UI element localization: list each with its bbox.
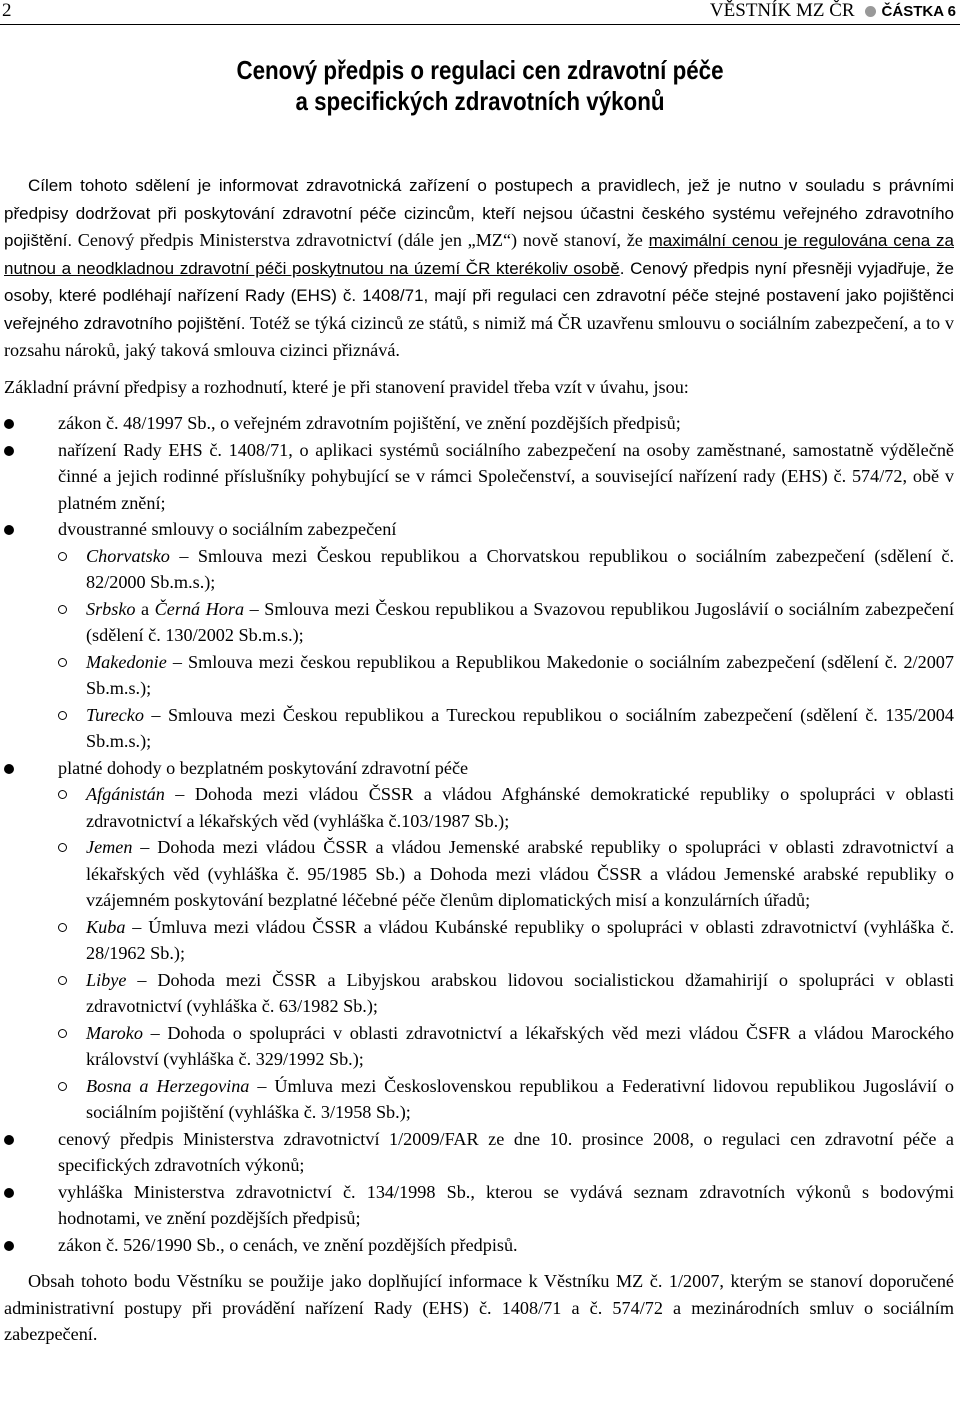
- document-body: [4, 172, 954, 1348]
- list-item: [4, 755, 954, 1126]
- list-item: [58, 702, 954, 755]
- country-name: Makedonie: [86, 651, 167, 672]
- bilateral-heading: dvoustranné smlouvy o sociálním zabezpečení: [58, 519, 397, 539]
- country-name: Chorvatsko: [86, 545, 170, 566]
- list-item: [58, 914, 954, 967]
- intro-part-3: . Cenový předpis nyní přesněji vyjadřuje, že osoby, které podléhají nařízení Rady (EHS) č. 1408/71, mají při regulaci cen zdravotní péče stejné postavení jako pojištěnci veřejného zdravotního pojištění.: [4, 258, 954, 333]
- country-name: Černá Hora: [154, 598, 245, 619]
- list-item: vyhláška Ministerstva zdravotnictví č. 134/1998 Sb., kterou se vydává seznam zdravotních výkonů s bodovými hodnotami, ve znění pozdějších předpisů;: [4, 1179, 954, 1232]
- closing-paragraph: Obsah tohoto bodu Věstníku se použije jako doplňující informace k Věstníku MZ č. 1/2007, kterým se stanoví doporučené administrativní postupy při provádění nařízení Rady (EHS) č. 1408/71 a č. 574/72 a mezinárodních smluv o sociálním zabezpečení.: [4, 1271, 954, 1344]
- treaty-text: – Úmluva mezi Československou republikou a Federativní lidovou republikou Jugoslávií o sociálním pojištění (vyhláška č. 3/1958 Sb.);: [86, 1075, 955, 1122]
- intro-sans-part: Cílem tohoto sdělení je informovat zdravotnická zařízení o postupech a pravidlech, jež je nutno v souladu s právními předpisy dodržovat při poskytování zdravotní péče cizincům, kteří nejsou účastni českého systému veřejného zdravotního pojištění.: [4, 176, 954, 250]
- treaty-text: – Dohoda mezi ČSSR a Libyjskou arabskou lidovou socialistickou džamahirijí o spolupráci v oblasti zdravotnictví (vyhláška č. 63/1982 Sb.);: [86, 969, 954, 1016]
- country-name: Kuba: [86, 916, 126, 937]
- list-item: zákon č. 48/1997 Sb., o veřejném zdravotním pojištění, ve znění pozdějších předpisů;: [4, 410, 954, 437]
- title-line-2: a specifických zdravotních výkonů: [295, 86, 665, 116]
- conjunction: a: [135, 598, 155, 619]
- list-item: [58, 1073, 954, 1126]
- country-name: Turecko: [86, 704, 144, 725]
- list-item: [58, 1020, 954, 1073]
- legal-basis-list: [4, 410, 954, 1258]
- list-item: [58, 967, 954, 1020]
- country-name: Libye: [86, 969, 127, 990]
- agreements-list: [58, 781, 954, 1126]
- intro-part-4: Totéž se týká cizinců ze států, s nimiž má ČR uzavřenu smlouvu o sociálním zabezpečení, a to v rozsahu nároků, jaký taková smlouva cizinci přiznává.: [4, 312, 954, 360]
- title-line-1: Cenový předpis o regulaci cen zdravotní péče: [236, 55, 724, 85]
- treaty-text: – Dohoda mezi vládou ČSSR a vládou Afghánské demokratické republiky o spolupráci v oblasti zdravotnictví a lékařských věd (vyhláška č.103/1987 Sb.);: [86, 784, 954, 831]
- country-name: Afgánistán: [86, 784, 165, 804]
- issue-part: ČÁSTKA 6: [881, 3, 956, 20]
- intro-part-2: Cenový předpis Ministerstva zdravotnictví (dále jen „MZ“) nově stanoví, že: [72, 230, 649, 250]
- country-name: Bosna a Herzegovina: [86, 1075, 250, 1096]
- page-header: [0, 0, 960, 25]
- bilateral-list: [58, 543, 954, 755]
- treaty-text: – Smlouva mezi Českou republikou a Svazovou republikou Jugoslávií o sociálním zabezpečení (sdělení č. 130/2002 Sb.m.s.);: [86, 598, 954, 645]
- intro-underlined: maximální cenou je regulována cena za nutnou a neodkladnou zdravotní péči poskytnutou na území ČR kterékoliv osobě: [4, 231, 954, 278]
- country-name: Jemen: [86, 837, 133, 857]
- document-title: [67, 55, 893, 117]
- list-item: [58, 596, 954, 649]
- list-item: cenový předpis Ministerstva zdravotnictví 1/2009/FAR ze dne 10. prosince 2008, o regulaci cen zdravotní péče a specifických zdravotních výkonů;: [4, 1126, 954, 1179]
- treaty-text: – Úmluva mezi vládou ČSSR a vládou Kubánské republiky o spolupráci v oblasti zdravotnictví (vyhláška č. 28/1962 Sb.);: [86, 916, 954, 963]
- country-name: Maroko: [86, 1022, 143, 1043]
- journal-info: [710, 0, 956, 22]
- list-item: [58, 834, 954, 914]
- treaty-text: – Smlouva mezi Českou republikou a Tureckou republikou o sociálním zabezpečení (sdělení č. 135/2004 Sb.m.s.);: [86, 704, 954, 751]
- country-name: Srbsko: [86, 598, 136, 619]
- list-item: nařízení Rady EHS č. 1408/71, o aplikaci systémů sociálního zabezpečení na osoby zaměstnané, samostatně výdělečně činné a jejich rodinné příslušníky pohybující se v rámci Společenství, a související nařízení rady (EHS) č. 574/72, obě v platném znění;: [4, 437, 954, 517]
- list-item: [58, 649, 954, 702]
- list-item: [58, 543, 954, 596]
- treaty-text: – Smlouva mezi českou republikou a Republikou Makedonie o sociálním zabezpečení (sdělení č. 2/2007 Sb.m.s.);: [86, 651, 954, 698]
- journal-name: VĚSTNÍK MZ ČR: [709, 0, 855, 21]
- treaty-text: – Smlouva mezi Českou republikou a Chorvatskou republikou o sociálním zabezpečení (sdělení č. 82/2000 Sb.m.s.);: [86, 545, 954, 592]
- treaty-text: – Dohoda o spolupráci v oblasti zdravotnictví a lékařských věd mezi vládou ČSFR a vládou Marockého království (vyhláška č. 329/1992 Sb.);: [86, 1022, 954, 1069]
- list-item: zákon č. 526/1990 Sb., o cenách, ve znění pozdějších předpisů.: [4, 1232, 954, 1259]
- list-item: [4, 516, 954, 755]
- basis-heading: Základní právní předpisy a rozhodnutí, které je při stanovení pravidel třeba vzít v úvahu, jsou:: [4, 376, 689, 397]
- page-number: 2: [2, 0, 12, 21]
- bullet-dot-icon: [865, 6, 876, 17]
- agreements-heading: platné dohody o bezplatném poskytování zdravotní péče: [58, 757, 469, 778]
- list-item: [58, 781, 954, 834]
- intro-paragraph: [4, 172, 954, 364]
- treaty-text: – Dohoda mezi vládou ČSSR a vládou Jemenské arabské republiky o spolupráci v oblasti zdravotnictví a lékařských věd (vyhláška č. 95/1985 Sb.) a Dohoda mezi vládou ČSSR a vládou Jemenské arabské republiky o vzájemném poskytování bezplatné léčebné péče členům diplomatických misí a konzulárních úřadů;: [86, 837, 954, 910]
